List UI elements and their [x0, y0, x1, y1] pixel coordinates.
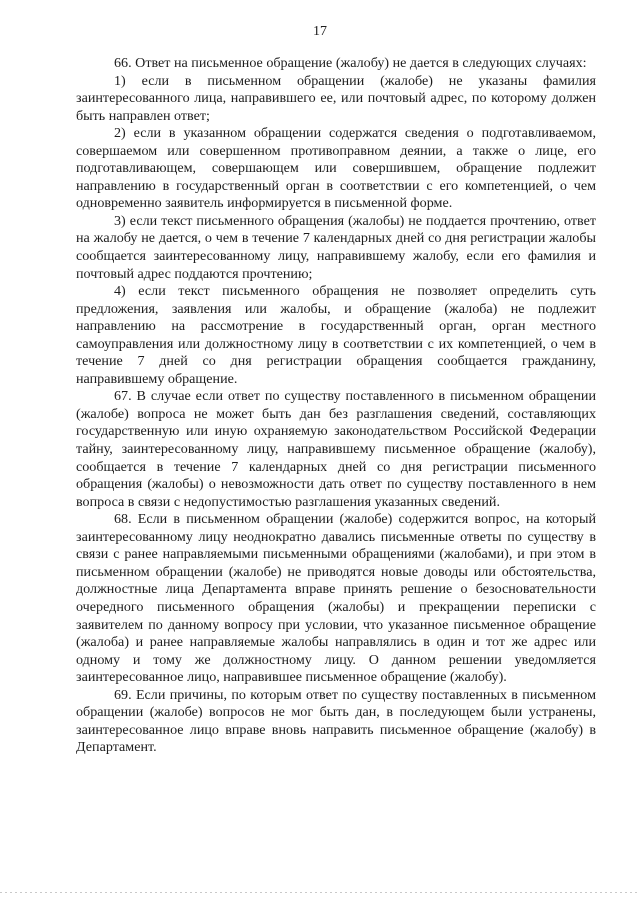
paragraph-69: 69. Если причины, по которым ответ по существу поставленных в письменном обращении (жалобе) вопросов не мог быть дан, в последующем были устранены, заинтересованное лицо вправе вновь направить письменное обращение (жалобу) в Департамент.	[76, 686, 596, 756]
paragraph-66-item-3: 3) если текст письменного обращения (жалобы) не поддается прочтению, ответ на жалобу не дается, о чем в течение 7 календарных дней со дня регистрации жалобы сообщается заинтересованному лицу, направившему жалобу, если его фамилия и почтовый адрес поддаются прочтению;	[76, 212, 596, 282]
paragraph-68: 68. Если в письменном обращении (жалобе) содержится вопрос, на который заинтересованному лицу неоднократно давались письменные ответы по существу в связи с ранее направляемыми письменными обращениями (жалобами), и при этом в письменном обращении (жалобе) не приводятся новые доводы или обстоятельства, должностные лица Департамента вправе принять решение о безосновательности очередного письменного обращения (жалобы) и прекращении переписки с заявителем по данному вопросу при условии, что указанное письменное обращение (жалоба) и ранее направляемые жалобы направлялись в один и тот же адрес или одному и тому же должностному лицу. О данном решении уведомляется заинтересованное лицо, направившее письменное обращение (жалобу).	[76, 511, 596, 686]
scan-edge-line	[0, 892, 640, 893]
paragraph-66-item-2: 2) если в указанном обращении содержатся сведения о подготавливаемом, совершаемом или совершенном противоправном деянии, а также о лице, его подготавливающем, совершающем или совершившем, обращение подлежит направлению в государственный орган в соответствии с его компетенцией, о чем одновременно заявитель информируется в письменной форме.	[76, 125, 596, 212]
document-body	[76, 55, 596, 757]
paragraph-66-item-1: 1) если в письменном обращении (жалобе) не указаны фамилия заинтересованного лица, направившего ее, или почтовый адрес, по которому должен быть направлен ответ;	[76, 72, 596, 124]
paragraph-66: 66. Ответ на письменное обращение (жалобу) не дается в следующих случаях:	[114, 55, 587, 71]
paragraph-67: 67. В случае если ответ по существу поставленного в письменном обращении (жалобе) вопроса не может быть дан без разглашения сведений, составляющих государственную или иную охраняемую законодательством Российской Федерации тайну, заинтересованному лицу, направившему письменное обращение (жалобу), сообщается в течение 7 календарных дней со дня регистрации письменного обращения (жалобы) о невозможности дать ответ по существу поставленного в нем вопроса в связи с недопустимостью разглашения указанных сведений.	[76, 388, 596, 510]
page-number: 17	[313, 24, 327, 39]
paragraph-66-item-4: 4) если текст письменного обращения не позволяет определить суть предложения, заявления или жалобы, и обращение (жалоба) не подлежит направлению на рассмотрение в государственный орган, орган местного самоуправления или должностному лицу в соответствии с их компетенцией, о чем в течение 7 дней со дня регистрации обращения сообщается гражданину, направившему обращение.	[76, 283, 596, 387]
